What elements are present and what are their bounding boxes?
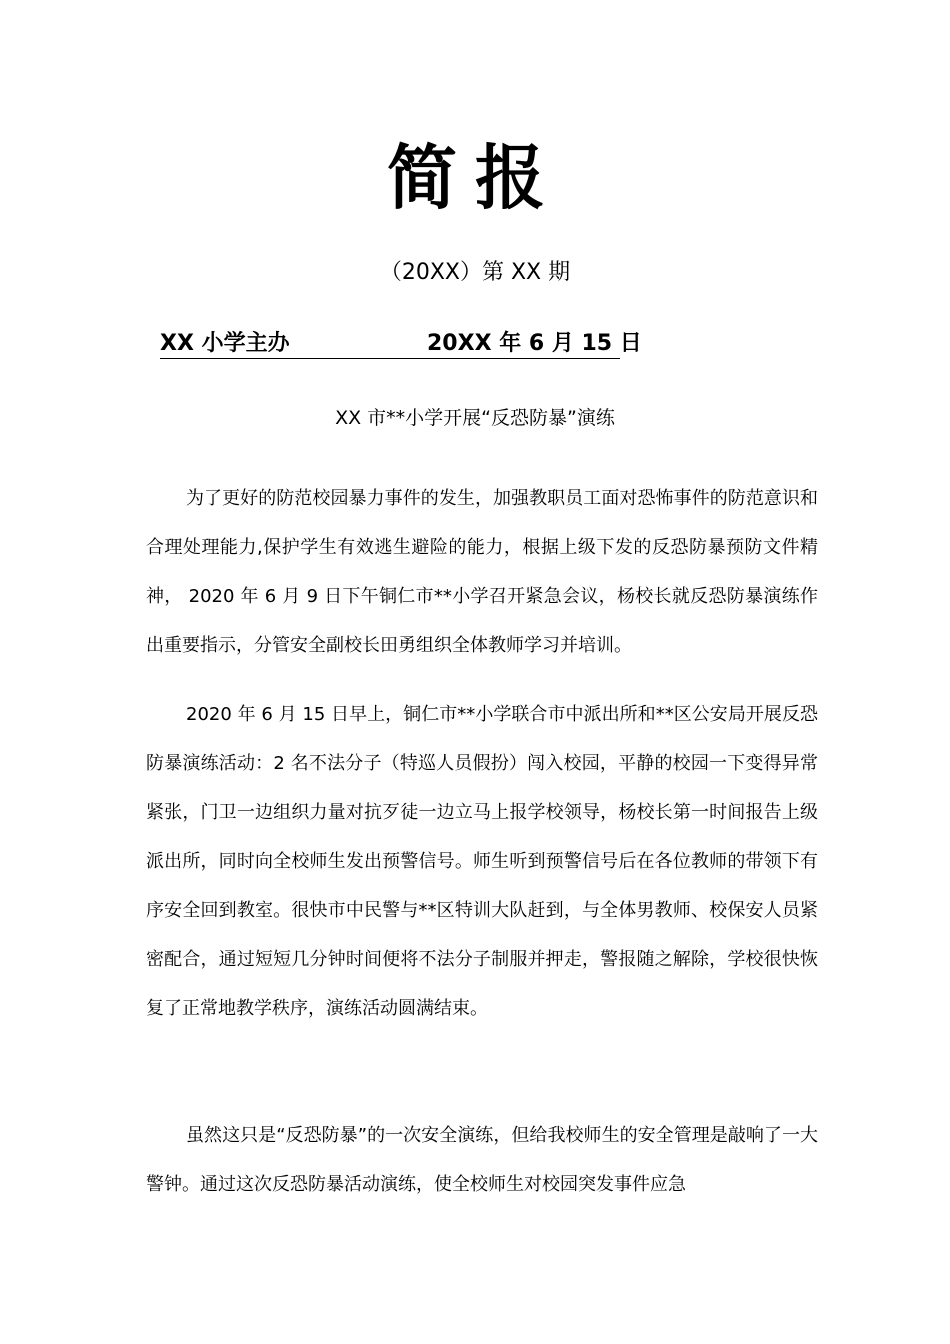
issue-date: 20XX 年 6 月 15 日 [427,331,642,356]
issue-number: （20XX）第 XX 期 [379,260,571,285]
article-body [146,474,818,1209]
paragraph: 虽然这只是“反恐防暴”的一次安全演练，但给我校师生的安全管理是敲响了一大警钟。通过这次反恐防暴活动演练，使全校师生对校园突发事件应急 [146,1125,818,1195]
bulletin-title: 简报 [387,137,563,219]
article-title: XX 市**小学开展“反恐防暴”演练 [335,407,615,429]
paragraph: 为了更好的防范校园暴力事件的发生，加强教职员工面对恐怖事件的防范意识和合理处理能力,保护学生有效逃生避险的能力，根据上级下发的反恐防暴预防文件精神， 2020 年 6 月 9 日下午铜仁市**小学召开紧急会议，杨校长就反恐防暴演练作出重要指示，分管安全副校长田勇组织全体教师学习并培训。 [146,488,818,656]
paragraph: 2020 年 6 月 15 日早上，铜仁市**小学联合市中派出所和**区公安局开展反恐防暴演练活动：2 名不法分子（特巡人员假扮）闯入校园，平静的校园一下变得异常紧张，门卫一边组织力量对抗歹徒一边立马上报学校领导，杨校长第一时间报告上级派出所，同时向全校师生发出预警信号。师生听到预警信号后在各位教师的带领下有序安全回到教室。很快市中民警与**区特训大队赶到，与全体男教师、校保安人员紧密配合，通过短短几分钟时间便将不法分子制服并押走，警报随之解除，学校很快恢复了正常地教学秩序，演练活动圆满结束。 [146,704,818,1019]
publisher: XX 小学主办 [160,331,290,356]
